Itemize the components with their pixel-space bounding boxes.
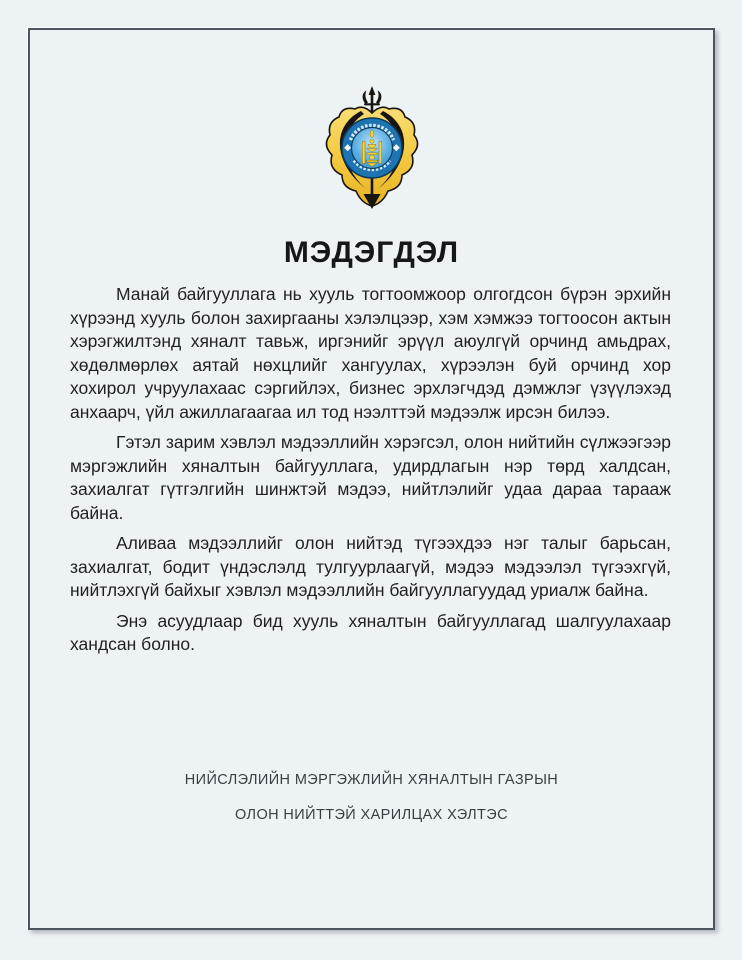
signature-line-2: ОЛОН НИЙТТЭЙ ХАРИЛЦАХ ХЭЛТЭС (235, 806, 508, 823)
paragraph-1: Манай байгууллага нь хууль тогтоомжоор олгогдсон бүрэн эрхийн хүрээнд хууль болон захиргааны хэлэлцээр, хэм хэмжээ тогтоосон актын хэрэгжилтэнд хяналт тавьж, иргэнийг эрүүл аюулгүй орчинд амьдрах, хөдөлмөрлөх аятай нөхцлийг хангуулах, хүрээлэн буй орчинд хор хохирол учруулахаас сэргийлэх, бизнес эрхлэгчдэд дэмжлэг үзүүлэхэд анхаарч, үйл ажиллагаагаа ил тод нээлттэй мэдээлж ирсэн билээ. (70, 284, 671, 422)
paragraph-2: Гэтэл зарим хэвлэл мэдээллийн хэрэгсэл, олон нийтийн сүлжээгээр мэргэжлийн хяналтын байгууллага, удирдлагын нэр төрд халдсан, захиалгат гүтгэлгийн шинжтэй мэдээ, нийтлэлийг удаа дараа тарааж байна. (70, 432, 671, 523)
paragraph-4: Энэ асуудлаар бид хууль хяналтын байгууллагад шалгуулахаар хандсан болно. (70, 610, 671, 654)
document-frame (28, 28, 715, 930)
agency-emblem-logo (316, 85, 428, 213)
page-title: МЭДЭГДЭЛ (283, 236, 460, 269)
signature-block (30, 770, 713, 825)
signature-line-1: НИЙСЛЭЛИЙН МЭРГЭЖЛИЙН ХЯНАЛТЫН ГАЗРЫН (184, 771, 559, 788)
notice-body (30, 283, 713, 657)
paragraph-3: Аливаа мэдээллийг олон нийтэд түгээхдээ нэг талыг барьсан, захиалгат, бодит үндэслэлд тулгуурлаагүй, мэдээ мэдээлэл түгээхгүй, нийтлэхгүй байхыг хэвлэл мэдээллийн байгууллагуудад уриалж байна. (70, 533, 671, 600)
